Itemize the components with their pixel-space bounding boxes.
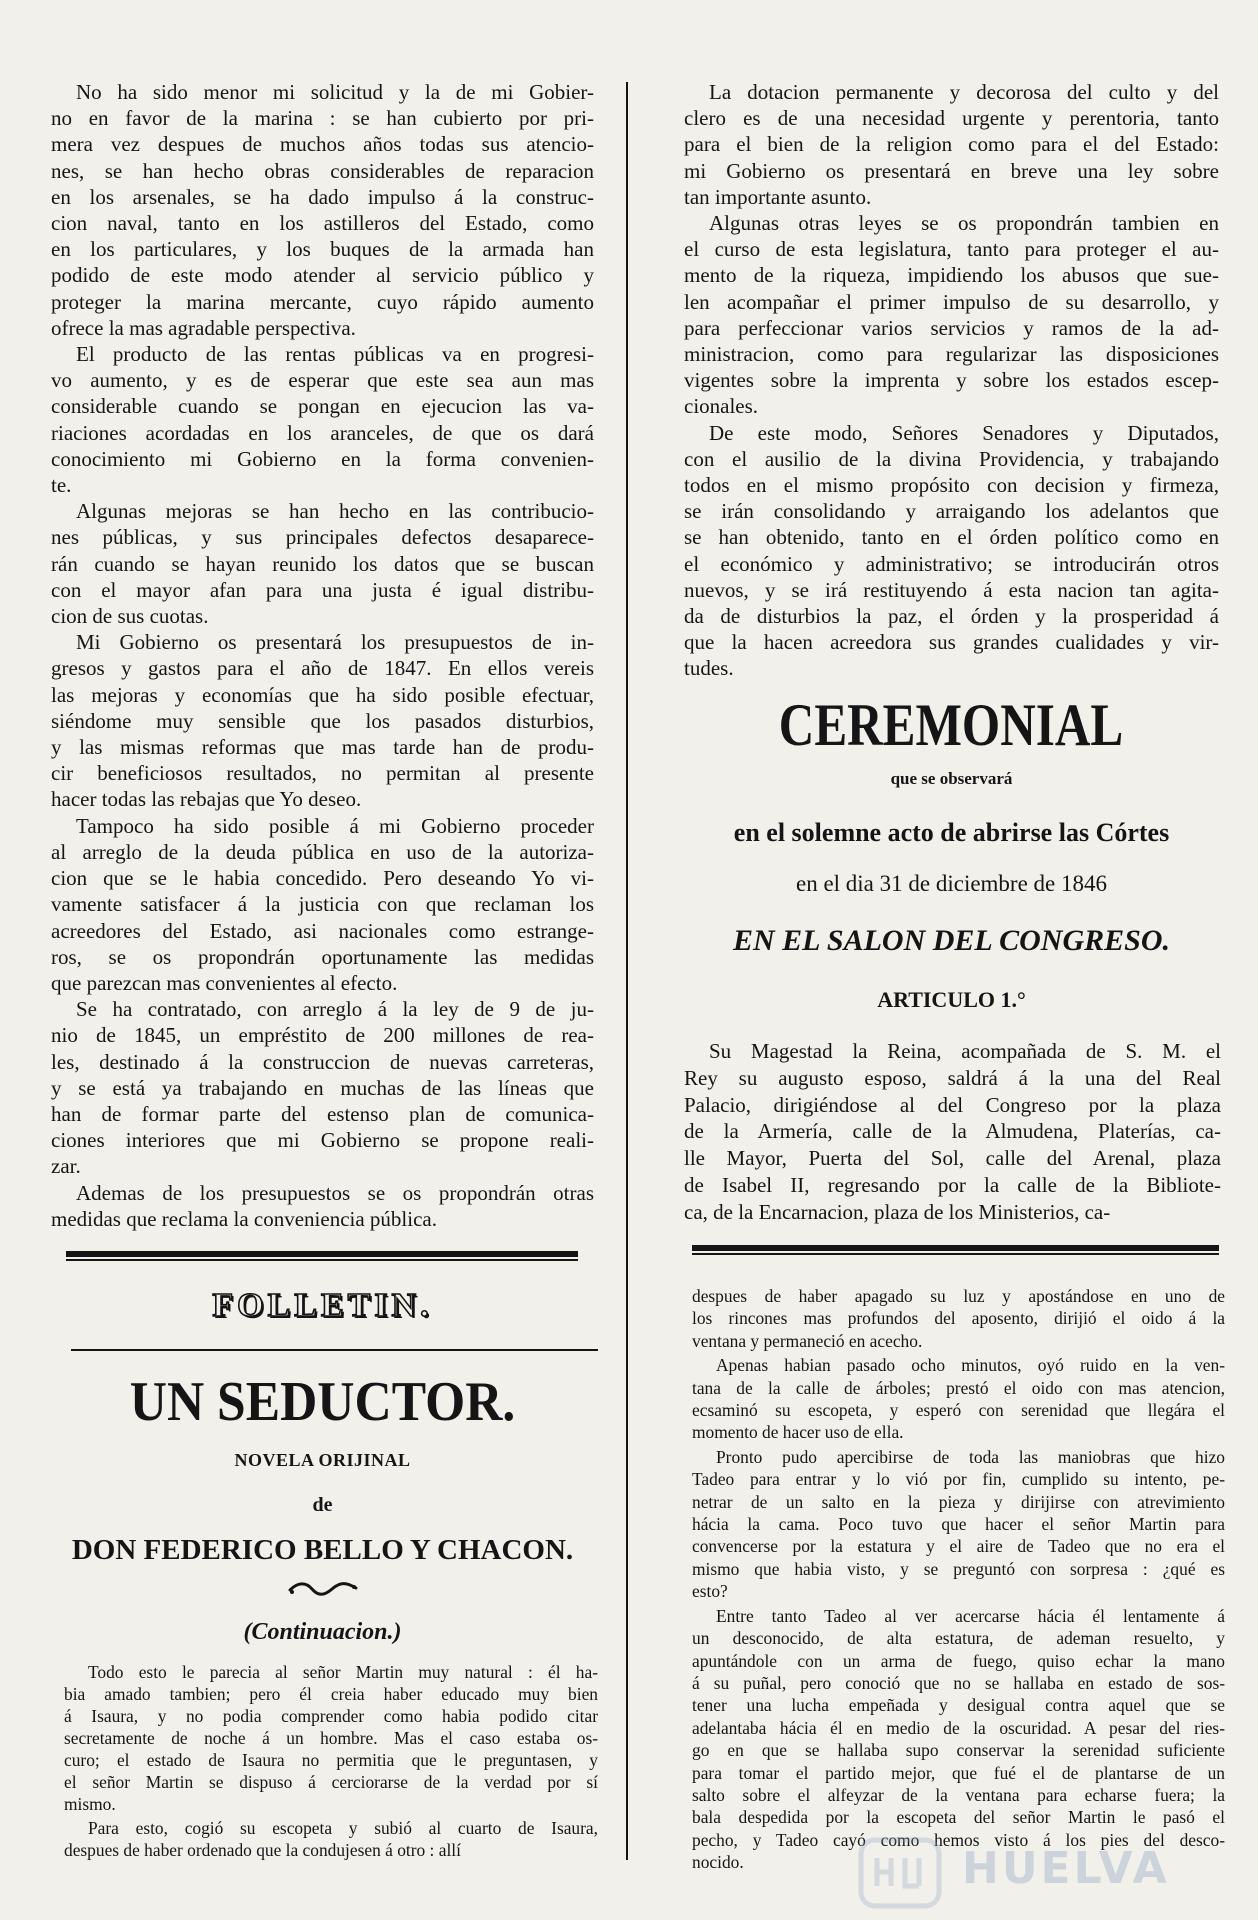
text-line: de Isabel II, regresando por la calle de la Bibliote-: [684, 1172, 1221, 1197]
text-line: que la hacen acreedora sus grandes cualidades y vir-: [684, 630, 1219, 655]
folletin-right-text: [692, 1285, 1225, 1874]
text-line: siéndome muy sensible que los pasados disturbios,: [51, 708, 594, 733]
article-heading: ARTICULO 1.°: [877, 987, 1026, 1012]
text-line: len acompañar el primer impulso de su desarrollo, y: [684, 289, 1219, 314]
folletin-left-text: [64, 1661, 598, 1861]
text-line: La dotacion permanente y decorosa del culto y del: [709, 80, 1219, 104]
folletin-label: FOLLETIN.: [212, 1287, 433, 1324]
text-line: cion de sus cuotas.: [51, 604, 209, 629]
text-line: Para esto, cogió su escopeta y subió al cuarto de Isaura,: [88, 1818, 598, 1838]
text-line: vamente satisfacer á la justicia con que reclaman los: [51, 892, 594, 917]
paragraph: [692, 1605, 1225, 1874]
paragraph: [51, 813, 594, 996]
right-column-body: [684, 79, 1219, 682]
text-line: Se ha contratado, con arreglo á la ley de 9 de ju-: [76, 997, 594, 1022]
text-line: cion que se le habia concedido. Pero deseando Yo vi-: [51, 866, 594, 891]
text-line: Su Magestad la Reina, acompañada de S. M. el: [709, 1039, 1221, 1063]
text-line: se han obtenido, tanto en el órden político como en: [684, 525, 1219, 550]
text-line: bia amado tambien; pero él creia haber educado muy bien: [64, 1684, 598, 1704]
text-line: con el mayor afan para una justa é igual distribu-: [51, 577, 594, 602]
text-line: el curso de esta legislatura, tanto para proteger el au-: [684, 237, 1219, 262]
novel-by: de: [312, 1494, 333, 1516]
text-line: go en que se hallaba supo conservar la serenidad suficiente: [692, 1740, 1225, 1761]
text-line: conocimiento mi Gobierno en la forma convenien-: [51, 446, 594, 471]
text-line: Algunas mejoras se han hecho en las contribucio-: [76, 499, 594, 524]
text-line: cir beneficiosos resultados, no permitan al presente: [51, 761, 594, 786]
text-line: hácia la cama. Poco tuvo que hacer el señor Martin para: [692, 1514, 1225, 1535]
text-line: ros, se os propondrán oportunamente las medidas: [51, 944, 594, 969]
text-line: Tadeo para entrar y lo vió por fin, cumplido su intento, pe-: [692, 1469, 1225, 1490]
text-line: adelantaba hácia él en medio de la oscuridad. A pesar del ries-: [692, 1717, 1225, 1738]
text-line: da de disturbios la paz, el órden y la prosperidad á: [684, 604, 1219, 629]
novel-author: DON FEDERICO BELLO Y CHACON.: [71, 1534, 574, 1566]
ceremonial-date: en el dia 31 de diciembre de 1846: [795, 871, 1108, 896]
text-line: ca, de la Encarnacion, plaza de los Ministerios, ca-: [684, 1199, 1111, 1224]
text-line: nes, se han hecho obras considerables de reparacion: [51, 158, 594, 183]
text-line: mera vez despues de muchos años todas sus atencio-: [51, 132, 594, 157]
text-line: todos en el mismo propósito con decision y firmeza,: [684, 473, 1219, 498]
text-line: proteger la marina mercante, cuyo rápido aumento: [51, 289, 594, 314]
text-line: las mejoras y economías que ha sido posible efectuar,: [51, 682, 594, 707]
text-line: y se está ya trabajando en muchas de las líneas que: [51, 1075, 594, 1100]
text-line: salto sobre el alfeyzar de la ventana para echarse fuera; la: [692, 1784, 1225, 1805]
text-line: á Isaura, y no podia comprender como habia podido citar: [64, 1706, 598, 1726]
text-line: Entre tanto Tadeo al ver acercarse hácia él lentamente á: [716, 1605, 1225, 1626]
text-line: Pronto pudo apercibirse de toda las maniobras que hizo: [716, 1446, 1225, 1467]
ceremonial-article-body: [684, 1038, 1221, 1226]
text-line: te.: [51, 473, 72, 498]
novel-title-text: UN SEDUCTOR.: [129, 1371, 516, 1433]
text-line: un desconocido, de alta estatura, de ademan resuelto, y: [692, 1628, 1225, 1649]
library-logo-icon: [857, 1836, 943, 1910]
text-line: curo; el estado de Isaura no permitia que le preguntasen, y: [64, 1750, 598, 1770]
text-line: riaciones acordadas en los aranceles, de que os dará: [51, 420, 594, 445]
text-line: nuevos, y se irá restituyendo á esta nacion tan agita-: [684, 577, 1219, 602]
text-line: se irán consolidando y arraigando los adelantos que: [684, 499, 1219, 524]
ceremonial-subtitle: en el solemne acto de abrirse las Córtes: [733, 818, 1170, 847]
paragraph: [51, 629, 594, 812]
text-line: para tomar el partido mejor, que fué el de plantarse de un: [692, 1762, 1225, 1783]
text-line: cionales.: [684, 394, 759, 419]
text-line: el señor Martin se dispuso á cerciorarse de la verdad por sí: [64, 1772, 598, 1792]
text-line: tudes.: [684, 656, 734, 681]
text-line: mi Gobierno os presentará en breve una ley sobre: [684, 158, 1219, 183]
text-line: vigentes sobre la imprenta y sobre los estados escep-: [684, 368, 1219, 393]
text-line: les, destinado á la construccion de nuevas carreteras,: [51, 1049, 594, 1074]
text-line: esto?: [692, 1581, 728, 1602]
text-line: Apenas habian pasado ocho minutos, oyó ruido en la ven-: [716, 1355, 1225, 1376]
paragraph: [51, 498, 594, 629]
text-line: Palacio, dirigiéndose al del Congreso por la plaza: [684, 1092, 1221, 1117]
text-line: y las mismas reformas que mas tarde han de produ-: [51, 735, 594, 760]
text-line: Algunas otras leyes se os propondrán tambien en: [709, 211, 1219, 236]
paragraph: [64, 1817, 598, 1861]
paragraph: [64, 1661, 598, 1815]
text-line: zar.: [51, 1154, 81, 1179]
text-line: en los arsenales, se ha dado impulso á la construc-: [51, 184, 594, 209]
text-line: Mi Gobierno os presentará los presupuestos de in-: [76, 630, 594, 655]
text-line: gresos y gastos para el año de 1847. En ellos vereis: [51, 656, 594, 681]
folletin-header-rule: [71, 1349, 598, 1351]
text-line: no en favor de la marina : se han cubierto por pri-: [51, 106, 594, 131]
novel-title: [51, 1372, 594, 1432]
text-line: convencerse por la estatura y el aire de Tadeo que no era el: [692, 1536, 1225, 1557]
paragraph: [684, 1038, 1221, 1226]
text-line: de la Armería, calle de la Almudena, Platerías, ca-: [684, 1119, 1221, 1144]
text-line: nocido.: [692, 1852, 744, 1873]
paragraph: [692, 1354, 1225, 1444]
text-line: apuntándole con un arma de fuego, quiso echar la mano: [692, 1650, 1225, 1671]
paragraph: [51, 996, 594, 1179]
text-line: Rey su augusto esposo, saldrá á la una del Real: [684, 1065, 1221, 1090]
text-line: bala despedida por la escopeta del señor Martin le pasó el: [692, 1807, 1225, 1828]
text-line: considerable cuando se pongan en ejecucion las va-: [51, 394, 594, 419]
text-line: mento de la riqueza, impidiendo los abusos que sue-: [684, 263, 1219, 288]
text-line: No ha sido menor mi solicitud y la de mi Gobier-: [76, 80, 594, 104]
paragraph: [51, 341, 594, 498]
paragraph: [684, 79, 1219, 210]
ceremonial-title-text: CEREMONIAL: [779, 692, 1124, 758]
text-line: los rincones mas profundos del aposento, dirijió el oido á la: [692, 1308, 1225, 1329]
text-line: tan importante asunto.: [684, 184, 872, 209]
paragraph: [692, 1285, 1225, 1352]
paragraph: [51, 79, 594, 341]
ornament-flourish-icon: [288, 1580, 358, 1598]
text-line: á su puñal, pero conoció que no se hallaba en estado de sos-: [692, 1672, 1225, 1693]
text-line: al arreglo de la deuda pública en uso de la autoriza-: [51, 839, 594, 864]
text-line: hacer todas las rebajas que Yo deseo.: [51, 787, 362, 812]
folletin-separator-rule: [692, 1245, 1219, 1255]
text-line: acreedores del Estado, asi nacionales como estrange-: [51, 918, 594, 943]
ceremonial-subtitle: que se observará: [890, 769, 1013, 788]
text-line: El producto de las rentas públicas va en progresi-: [76, 342, 594, 367]
text-line: despues de haber ordenado que la condujesen á otro : allí: [64, 1840, 461, 1860]
text-line: ministracion, como para regularizar las disposiciones: [684, 342, 1219, 367]
column-divider: [626, 82, 628, 1860]
text-line: con el ausilio de la divina Providencia, y trabajando: [684, 446, 1219, 471]
paragraph: [51, 1180, 594, 1232]
text-line: secretamente de noche á un hombre. Mas el caso estaba os-: [64, 1728, 598, 1748]
text-line: podido de este modo atender al servicio público y: [51, 263, 594, 288]
text-line: mismo.: [64, 1794, 116, 1814]
paragraph: [692, 1446, 1225, 1603]
text-line: pecho, y Tadeo cayó como hemos visto á los pies del desco-: [692, 1829, 1225, 1850]
text-line: que parezcan mas convenientes al efecto.: [51, 970, 398, 995]
text-line: el económico y administrativo; se introducirán otros: [684, 551, 1219, 576]
text-line: despues de haber apagado su luz y apostándose en uno de: [692, 1286, 1225, 1306]
text-line: ciones interiores que mi Gobierno se propone reali-: [51, 1128, 594, 1153]
text-line: lle Mayor, Puerta del Sol, calle del Arenal, plaza: [684, 1146, 1221, 1171]
text-line: nes públicas, y sus principales defectos desaparece-: [51, 525, 594, 550]
watermark-text: HUELVA: [962, 1843, 1170, 1894]
text-line: netrar de un salto en la pieza y dirijirse con atrevimiento: [692, 1491, 1225, 1512]
text-line: en los particulares, y los buques de la armada han: [51, 237, 594, 262]
text-line: De este modo, Señores Senadores y Diputados,: [709, 420, 1219, 445]
paragraph: [684, 210, 1219, 420]
text-line: mismo que habia visto, y se preguntó con sorpresa : ¿qué es: [692, 1558, 1225, 1579]
ceremonial-venue: EN EL SALON DEL CONGRESO.: [732, 924, 1170, 957]
text-line: medidas que reclama la conveniencia pública.: [51, 1206, 437, 1231]
text-line: vo aumento, y es de esperar que este sea aun mas: [51, 368, 594, 393]
folletin-separator-rule: [66, 1251, 578, 1261]
text-line: para el bien de la religion como para el del Estado:: [684, 132, 1219, 157]
text-line: ecsaminó su escopeta, y esperó con serenidad que llegára el: [692, 1400, 1225, 1421]
text-line: ventana y permaneció en acecho.: [692, 1330, 923, 1351]
text-line: nio de 1845, un empréstito de 200 millones de rea-: [51, 1023, 594, 1048]
text-line: momento de hacer uso de ella.: [692, 1422, 904, 1443]
novel-genre: NOVELA ORIJINAL: [234, 1450, 411, 1470]
text-line: rán cuando se hayan reunido los datos que se buscan: [51, 551, 594, 576]
text-line: han de formar parte del estenso plan de comunica-: [51, 1101, 594, 1126]
left-column-body: [51, 79, 594, 1232]
text-line: tener una lucha empeñada y desigual contra aquel que se: [692, 1695, 1225, 1716]
paragraph: [684, 420, 1219, 682]
text-line: tana de la calle de árboles; prestó el oido con mas atencion,: [692, 1377, 1225, 1398]
text-line: clero es de una necesidad urgente y perentoria, tanto: [684, 106, 1219, 131]
text-line: Tampoco ha sido posible á mi Gobierno proceder: [76, 813, 594, 838]
text-line: Todo esto le parecia al señor Martin muy natural : él ha-: [88, 1662, 598, 1682]
novel-continuation: (Continuacion.): [243, 1619, 402, 1645]
text-line: para perfeccionar varios servicios y ramos de la ad-: [684, 315, 1219, 340]
ceremonial-title: [684, 692, 1219, 758]
text-line: Ademas de los presupuestos se os propondrán otras: [76, 1180, 594, 1205]
text-line: cion naval, tanto en los astilleros del Estado, como: [51, 211, 594, 236]
text-line: ofrece la mas agradable perspectiva.: [51, 315, 356, 340]
